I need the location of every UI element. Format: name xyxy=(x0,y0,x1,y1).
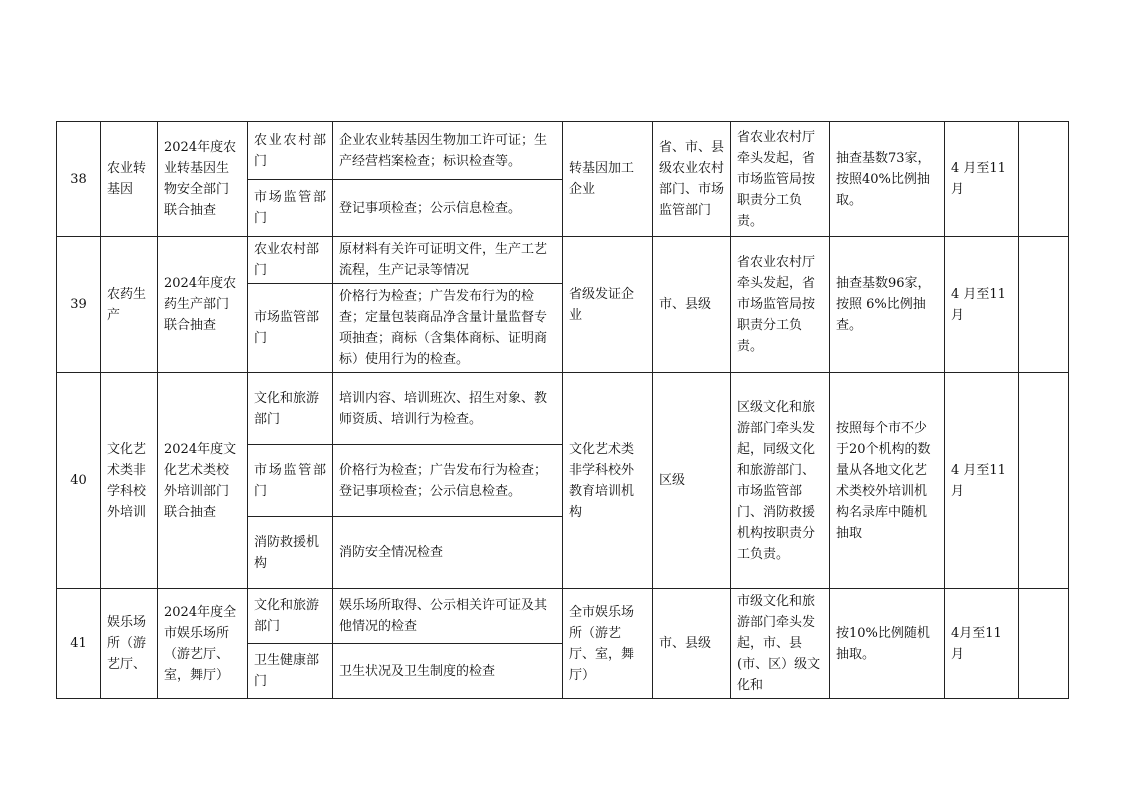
item-name: 文化艺术类非学科校外培训 xyxy=(101,373,158,589)
level-cell: 市、县级 xyxy=(653,237,731,373)
level-cell: 区级 xyxy=(653,373,731,589)
note-cell xyxy=(1019,237,1069,373)
level-cell: 市、县级 xyxy=(653,589,731,699)
content-cell: 价格行为检查；广告发布行为检查；登记事项检查；公示信息检查。 xyxy=(333,445,563,517)
item-name: 农药生产 xyxy=(101,237,158,373)
time-cell: 4 月至11月 xyxy=(945,122,1019,237)
ratio-cell: 抽查基数96家，按照 6%比例抽查。 xyxy=(830,237,945,373)
lead-cell: 省农业农村厅牵头发起，省市场监管局按职责分工负责。 xyxy=(731,122,830,237)
target-cell: 全市娱乐场所（游艺厅、室，舞厅） xyxy=(563,589,653,699)
level-cell: 省、市、县级农业农村部门、市场监管部门 xyxy=(653,122,731,237)
content-cell: 价格行为检查；广告发布行为的检查；定量包装商品净含量计量监督专项抽查；商标（含集体商标、证明商标）使用行为的检查。 xyxy=(333,284,563,373)
dept-cell: 卫生健康部门 xyxy=(248,644,333,699)
note-cell xyxy=(1019,373,1069,589)
inspection-table xyxy=(56,121,1069,699)
note-cell xyxy=(1019,589,1069,699)
item-name: 娱乐场所（游艺厅、 xyxy=(101,589,158,699)
dept-cell: 市场监管部门 xyxy=(248,445,333,517)
ratio-cell: 抽查基数73家，按照40%比例抽取。 xyxy=(830,122,945,237)
content-cell: 消防安全情况检查 xyxy=(333,517,563,589)
task-name: 2024年度文化艺术类校外培训部门联合抽查 xyxy=(158,373,248,589)
time-cell: 4 月至11月 xyxy=(945,237,1019,373)
lead-cell: 区级文化和旅游部门牵头发起，同级文化和旅游部门、市场监管部门、消防救援机构按职责分工负责。 xyxy=(731,373,830,589)
lead-cell: 市级文化和旅游部门牵头发起，市、县(市、区）级文化和 xyxy=(731,589,830,699)
content-cell: 培训内容、培训班次、招生对象、教师资质、培训行为检查。 xyxy=(333,373,563,445)
dept-cell: 文化和旅游部门 xyxy=(248,373,333,445)
ratio-cell: 按10%比例随机抽取。 xyxy=(830,589,945,699)
table-row xyxy=(57,589,1069,644)
dept-cell: 农业农村部门 xyxy=(248,122,333,180)
task-name: 2024年度全市娱乐场所（游艺厅、室，舞厅） xyxy=(158,589,248,699)
content-cell: 企业农业转基因生物加工许可证；生产经营档案检查；标识检查等。 xyxy=(333,122,563,180)
row-number: 41 xyxy=(57,589,101,699)
dept-cell: 市场监管部门 xyxy=(248,284,333,373)
table-row xyxy=(57,237,1069,284)
row-number: 38 xyxy=(57,122,101,237)
dept-cell: 文化和旅游部门 xyxy=(248,589,333,644)
note-cell xyxy=(1019,122,1069,237)
task-name: 2024年度农药生产部门联合抽查 xyxy=(158,237,248,373)
content-cell: 登记事项检查；公示信息检查。 xyxy=(333,180,563,237)
content-cell: 原材料有关许可证明文件，生产工艺流程，生产记录等情况 xyxy=(333,237,563,284)
content-cell: 娱乐场所取得、公示相关许可证及其他情况的检查 xyxy=(333,589,563,644)
dept-cell: 消防救援机构 xyxy=(248,517,333,589)
lead-cell: 省农业农村厅牵头发起，省市场监管局按职责分工负责。 xyxy=(731,237,830,373)
target-cell: 转基因加工企业 xyxy=(563,122,653,237)
row-number: 39 xyxy=(57,237,101,373)
target-cell: 文化艺术类非学科校外教育培训机构 xyxy=(563,373,653,589)
time-cell: 4 月至11月 xyxy=(945,373,1019,589)
ratio-cell: 按照每个市不少于20个机构的数量从各地文化艺术类校外培训机构名录库中随机抽取 xyxy=(830,373,945,589)
row-number: 40 xyxy=(57,373,101,589)
task-name: 2024年度农业转基因生物安全部门联合抽查 xyxy=(158,122,248,237)
target-cell: 省级发证企业 xyxy=(563,237,653,373)
time-cell: 4月至11月 xyxy=(945,589,1019,699)
dept-cell: 农业农村部门 xyxy=(248,237,333,284)
dept-cell: 市场监管部门 xyxy=(248,180,333,237)
table-row xyxy=(57,373,1069,445)
table-row xyxy=(57,122,1069,180)
item-name: 农业转基因 xyxy=(101,122,158,237)
content-cell: 卫生状况及卫生制度的检查 xyxy=(333,644,563,699)
